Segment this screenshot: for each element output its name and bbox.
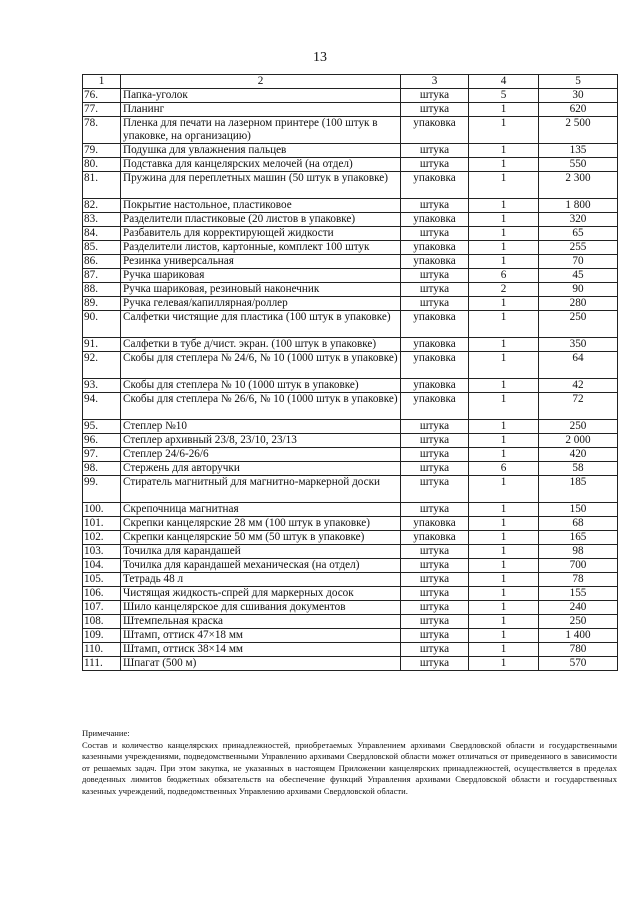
price: 250	[539, 420, 618, 434]
quantity: 1	[469, 545, 539, 559]
table-body	[83, 89, 618, 671]
row-number: 83.	[83, 213, 121, 227]
unit: упаковка	[401, 393, 469, 420]
item-name: Стержень для авторучки	[121, 462, 401, 476]
footnote	[82, 728, 617, 797]
table-row	[83, 615, 618, 629]
quantity: 1	[469, 420, 539, 434]
quantity: 1	[469, 476, 539, 503]
row-number: 110.	[83, 643, 121, 657]
price: 250	[539, 615, 618, 629]
row-number: 88.	[83, 283, 121, 297]
row-number: 105.	[83, 573, 121, 587]
table-row	[83, 587, 618, 601]
item-name: Скрепки канцелярские 50 мм (50 штук в упаковке)	[121, 531, 401, 545]
table-row	[83, 227, 618, 241]
price: 1 800	[539, 199, 618, 213]
row-number: 80.	[83, 158, 121, 172]
item-name: Скобы для степлера № 24/6, № 10 (1000 штук в упаковке)	[121, 352, 401, 379]
row-number: 87.	[83, 269, 121, 283]
unit: упаковка	[401, 352, 469, 379]
item-name: Подушка для увлажнения пальцев	[121, 144, 401, 158]
quantity: 1	[469, 117, 539, 144]
price: 280	[539, 297, 618, 311]
quantity: 6	[469, 462, 539, 476]
quantity: 1	[469, 241, 539, 255]
unit: штука	[401, 283, 469, 297]
row-number: 106.	[83, 587, 121, 601]
quantity: 1	[469, 352, 539, 379]
unit: упаковка	[401, 241, 469, 255]
price: 58	[539, 462, 618, 476]
unit: штука	[401, 629, 469, 643]
price: 420	[539, 448, 618, 462]
unit: упаковка	[401, 517, 469, 531]
unit: штука	[401, 476, 469, 503]
unit: штука	[401, 199, 469, 213]
price: 155	[539, 587, 618, 601]
row-number: 101.	[83, 517, 121, 531]
quantity: 5	[469, 89, 539, 103]
quantity: 1	[469, 172, 539, 199]
unit: штука	[401, 158, 469, 172]
row-number: 81.	[83, 172, 121, 199]
price: 42	[539, 379, 618, 393]
table-row	[83, 434, 618, 448]
row-number: 85.	[83, 241, 121, 255]
table-row	[83, 657, 618, 671]
item-name: Покрытие настольное, пластиковое	[121, 199, 401, 213]
row-number: 77.	[83, 103, 121, 117]
price: 780	[539, 643, 618, 657]
unit: штука	[401, 227, 469, 241]
footnote-title: Примечание:	[82, 728, 130, 738]
unit: штука	[401, 559, 469, 573]
price: 70	[539, 255, 618, 269]
row-number: 89.	[83, 297, 121, 311]
row-number: 104.	[83, 559, 121, 573]
quantity: 1	[469, 311, 539, 338]
table-row	[83, 158, 618, 172]
table-row	[83, 311, 618, 338]
row-number: 86.	[83, 255, 121, 269]
row-number: 98.	[83, 462, 121, 476]
item-name: Ручка шариковая, резиновый наконечник	[121, 283, 401, 297]
table-header-row	[83, 75, 618, 89]
row-number: 107.	[83, 601, 121, 615]
unit: штука	[401, 615, 469, 629]
quantity: 1	[469, 255, 539, 269]
unit: упаковка	[401, 213, 469, 227]
price: 2 300	[539, 172, 618, 199]
price: 78	[539, 573, 618, 587]
item-name: Скрепочница магнитная	[121, 503, 401, 517]
price: 64	[539, 352, 618, 379]
item-name: Шило канцелярское для сшивания документов	[121, 601, 401, 615]
item-name: Подставка для канцелярских мелочей (на отдел)	[121, 158, 401, 172]
unit: упаковка	[401, 172, 469, 199]
unit: штука	[401, 297, 469, 311]
table-row	[83, 573, 618, 587]
price: 2 500	[539, 117, 618, 144]
table-row	[83, 448, 618, 462]
unit: штука	[401, 420, 469, 434]
price: 68	[539, 517, 618, 531]
quantity: 1	[469, 615, 539, 629]
unit: штука	[401, 545, 469, 559]
price: 570	[539, 657, 618, 671]
table-row	[83, 338, 618, 352]
unit: упаковка	[401, 255, 469, 269]
table-row	[83, 420, 618, 434]
unit: штука	[401, 434, 469, 448]
unit: штука	[401, 144, 469, 158]
header-col-1: 1	[83, 75, 121, 89]
quantity: 1	[469, 199, 539, 213]
row-number: 95.	[83, 420, 121, 434]
table-row	[83, 283, 618, 297]
row-number: 97.	[83, 448, 121, 462]
unit: штука	[401, 573, 469, 587]
row-number: 103.	[83, 545, 121, 559]
quantity: 1	[469, 587, 539, 601]
unit: штука	[401, 503, 469, 517]
unit: штука	[401, 89, 469, 103]
quantity: 1	[469, 213, 539, 227]
unit: упаковка	[401, 531, 469, 545]
quantity: 1	[469, 144, 539, 158]
row-number: 108.	[83, 615, 121, 629]
page-number: 13	[313, 50, 327, 65]
row-number: 109.	[83, 629, 121, 643]
price: 320	[539, 213, 618, 227]
item-name: Штамп, оттиск 47×18 мм	[121, 629, 401, 643]
price: 65	[539, 227, 618, 241]
table-row	[83, 643, 618, 657]
quantity: 1	[469, 629, 539, 643]
header-col-2: 2	[121, 75, 401, 89]
table-row	[83, 297, 618, 311]
table-row	[83, 379, 618, 393]
unit: упаковка	[401, 117, 469, 144]
price: 2 000	[539, 434, 618, 448]
table-row	[83, 393, 618, 420]
item-name: Шпагат (500 м)	[121, 657, 401, 671]
row-number: 91.	[83, 338, 121, 352]
table-row	[83, 255, 618, 269]
quantity: 1	[469, 657, 539, 671]
table-row	[83, 89, 618, 103]
row-number: 90.	[83, 311, 121, 338]
row-number: 99.	[83, 476, 121, 503]
quantity: 1	[469, 338, 539, 352]
table-row	[83, 462, 618, 476]
table-row	[83, 269, 618, 283]
unit: штука	[401, 448, 469, 462]
table-row	[83, 199, 618, 213]
table-row	[83, 213, 618, 227]
item-name: Салфетки в тубе д/чист. экран. (100 штук в упаковке)	[121, 338, 401, 352]
table-row	[83, 476, 618, 503]
price: 30	[539, 89, 618, 103]
quantity: 1	[469, 393, 539, 420]
item-name: Скобы для степлера № 10 (1000 штук в упаковке)	[121, 379, 401, 393]
table-row	[83, 601, 618, 615]
price: 135	[539, 144, 618, 158]
quantity: 1	[469, 601, 539, 615]
price: 72	[539, 393, 618, 420]
item-name: Точилка для карандашей механическая (на отдел)	[121, 559, 401, 573]
price: 90	[539, 283, 618, 297]
item-name: Разбавитель для корректирующей жидкости	[121, 227, 401, 241]
item-name: Ручка шариковая	[121, 269, 401, 283]
table-row	[83, 103, 618, 117]
header-col-4: 4	[469, 75, 539, 89]
row-number: 78.	[83, 117, 121, 144]
row-number: 76.	[83, 89, 121, 103]
supplies-table	[82, 74, 618, 671]
item-name: Скрепки канцелярские 28 мм (100 штук в упаковке)	[121, 517, 401, 531]
item-name: Резинка универсальная	[121, 255, 401, 269]
quantity: 1	[469, 448, 539, 462]
quantity: 1	[469, 559, 539, 573]
table-row	[83, 172, 618, 199]
table-row	[83, 517, 618, 531]
price: 700	[539, 559, 618, 573]
item-name: Степлер №10	[121, 420, 401, 434]
unit: штука	[401, 657, 469, 671]
item-name: Точилка для карандашей	[121, 545, 401, 559]
row-number: 94.	[83, 393, 121, 420]
price: 150	[539, 503, 618, 517]
table-row	[83, 352, 618, 379]
item-name: Чистящая жидкость-спрей для маркерных досок	[121, 587, 401, 601]
table-row	[83, 559, 618, 573]
unit: упаковка	[401, 311, 469, 338]
price: 250	[539, 311, 618, 338]
header-col-5: 5	[539, 75, 618, 89]
quantity: 1	[469, 227, 539, 241]
item-name: Тетрадь 48 л	[121, 573, 401, 587]
item-name: Ручка гелевая/капиллярная/роллер	[121, 297, 401, 311]
quantity: 1	[469, 379, 539, 393]
item-name: Разделители пластиковые (20 листов в упаковке)	[121, 213, 401, 227]
price: 98	[539, 545, 618, 559]
item-name: Планинг	[121, 103, 401, 117]
quantity: 6	[469, 269, 539, 283]
row-number: 84.	[83, 227, 121, 241]
unit: штука	[401, 462, 469, 476]
quantity: 1	[469, 434, 539, 448]
quantity: 1	[469, 517, 539, 531]
footnote-text: Состав и количество канцелярских принадлежностей, приобретаемых Управлением архивами Свердловской области и государственными казенными учреждениями, подведомственными Управлению архивами Свердловской области может отличаться от приведенного в зависимости от решаемых задач. При этом закупка, не указанных в настоящем Приложении канцелярских принадлежностей, осуществляется в пределах доведенных лимитов бюджетных обязательств на обеспечение функций Управления архивами Свердловской области и государственных казенных учреждений, подведомственных Управлению архивами Свердловской области.	[82, 739, 617, 796]
item-name: Скобы для степлера № 26/6, № 10 (1000 штук в упаковке)	[121, 393, 401, 420]
row-number: 100.	[83, 503, 121, 517]
unit: упаковка	[401, 379, 469, 393]
item-name: Стиратель магнитный для магнитно-маркерной доски	[121, 476, 401, 503]
quantity: 1	[469, 643, 539, 657]
item-name: Салфетки чистящие для пластика (100 штук в упаковке)	[121, 311, 401, 338]
unit: упаковка	[401, 338, 469, 352]
item-name: Штемпельная краска	[121, 615, 401, 629]
price: 255	[539, 241, 618, 255]
table-row	[83, 629, 618, 643]
unit: штука	[401, 103, 469, 117]
price: 45	[539, 269, 618, 283]
unit: штука	[401, 601, 469, 615]
item-name: Пружина для переплетных машин (50 штук в упаковке)	[121, 172, 401, 199]
quantity: 1	[469, 103, 539, 117]
table-row	[83, 241, 618, 255]
quantity: 1	[469, 531, 539, 545]
row-number: 92.	[83, 352, 121, 379]
item-name: Штамп, оттиск 38×14 мм	[121, 643, 401, 657]
item-name: Степлер архивный 23/8, 23/10, 23/13	[121, 434, 401, 448]
quantity: 1	[469, 503, 539, 517]
table-row	[83, 144, 618, 158]
price: 240	[539, 601, 618, 615]
item-name: Пленка для печати на лазерном принтере (100 штук в упаковке, на организацию)	[121, 117, 401, 144]
table-row	[83, 545, 618, 559]
unit: штука	[401, 643, 469, 657]
row-number: 79.	[83, 144, 121, 158]
unit: штука	[401, 587, 469, 601]
item-name: Разделители листов, картонные, комплект 100 штук	[121, 241, 401, 255]
price: 185	[539, 476, 618, 503]
price: 620	[539, 103, 618, 117]
quantity: 1	[469, 573, 539, 587]
row-number: 102.	[83, 531, 121, 545]
price: 1 400	[539, 629, 618, 643]
table-row	[83, 531, 618, 545]
quantity: 1	[469, 297, 539, 311]
row-number: 96.	[83, 434, 121, 448]
unit: штука	[401, 269, 469, 283]
row-number: 111.	[83, 657, 121, 671]
item-name: Степлер 24/6-26/6	[121, 448, 401, 462]
item-name: Папка-уголок	[121, 89, 401, 103]
header-col-3: 3	[401, 75, 469, 89]
quantity: 2	[469, 283, 539, 297]
price: 165	[539, 531, 618, 545]
row-number: 82.	[83, 199, 121, 213]
table-row	[83, 117, 618, 144]
row-number: 93.	[83, 379, 121, 393]
price: 350	[539, 338, 618, 352]
quantity: 1	[469, 158, 539, 172]
table-row	[83, 503, 618, 517]
price: 550	[539, 158, 618, 172]
